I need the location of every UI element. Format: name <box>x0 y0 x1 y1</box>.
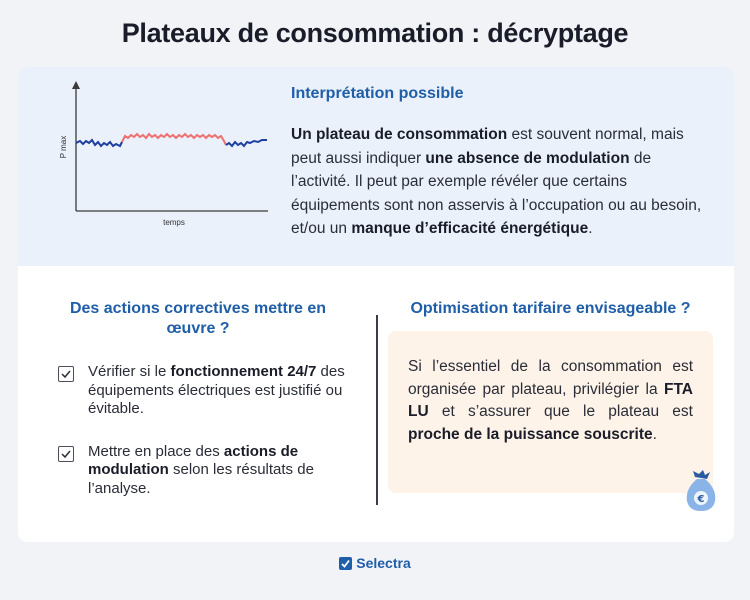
interpretation-panel <box>18 67 734 266</box>
actions-heading: Des actions correctives mettre en œuvre ? <box>69 300 327 337</box>
svg-text:€: € <box>697 494 705 505</box>
x-axis-label: temps <box>163 218 185 227</box>
corrective-actions <box>48 299 348 498</box>
page-title: Plateaux de consommation : décryptage <box>121 18 629 48</box>
tarif-heading: Optimisation tarifaire envisageable ? <box>410 300 691 317</box>
brand-logo <box>0 555 750 573</box>
content-card <box>18 67 734 542</box>
money-bag-icon <box>681 467 721 513</box>
series-normal-start <box>76 140 122 146</box>
checkbox-checked-icon <box>58 446 74 462</box>
interpretation-text: Un plateau de consommation est souvent normal, mais peut aussi indiquer une absence de modulation de l’activité. Il peut par exemple révéler que certains équipements sont non asservis à l’occupation ou au besoin, et/ou un manque d’efficacité énergétique. <box>291 126 702 237</box>
plateau-chart <box>36 79 276 249</box>
selectra-logo-icon <box>339 557 352 573</box>
y-axis-arrow <box>72 81 80 89</box>
action-item-24-7: Vérifier si le fonctionnement 24/7 des équipements électriques est justifié ou évitable. <box>48 363 348 419</box>
column-divider <box>376 315 378 505</box>
series-normal-end <box>226 140 267 146</box>
series-plateau <box>122 134 226 145</box>
y-axis-label: P max <box>59 135 68 159</box>
tarif-box: Si l’essentiel de la consommation est organisée par plateau, privilégier la FTA LU et s’assurer que le plateau est proche de la puissance souscrite. € <box>388 331 713 493</box>
interpretation-heading: Interprétation possible <box>291 85 464 102</box>
tariff-optimisation <box>388 299 713 505</box>
checkbox-checked-icon <box>58 366 74 382</box>
brand-name: Selectra <box>356 555 411 571</box>
action-item-modulation: Mettre en place des actions de modulation selon les résultats de l’analyse. <box>48 443 348 499</box>
